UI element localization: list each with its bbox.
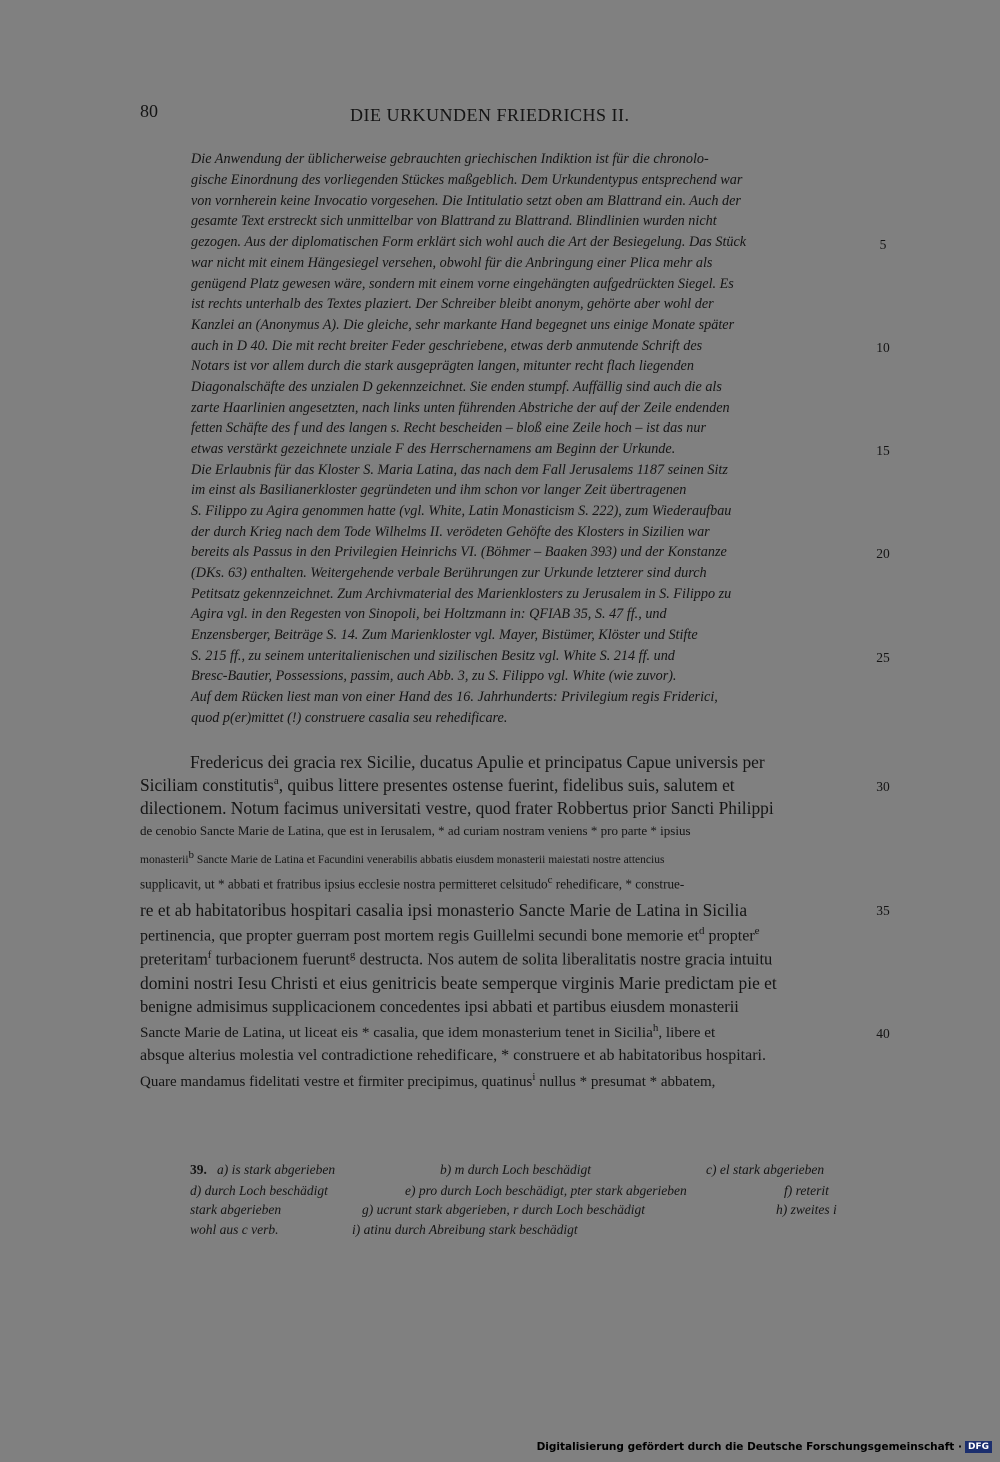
commentary-line: genügend Platz gewesen wäre, sondern mit einem vorne eingehängten aufgedrückten Siegel. Es	[191, 276, 734, 292]
commentary-line: Bresc-Bautier, Possessions, passim, auch Abb. 3, zu S. Filippo vgl. White (wie zuvor).	[191, 668, 677, 684]
footnote-e: e) pro durch Loch beschädigt, pter stark abgerieben	[405, 1183, 687, 1198]
commentary-line: der durch Krieg nach dem Tode Wilhelms II. verödeten Gehöfte des Klosters in Sizilien war	[191, 524, 710, 540]
commentary-line: S. 215 ff., zu seinem unteritalienischen und sizilischen Besitz vgl. White S. 214 ff. und	[191, 648, 675, 664]
commentary-line: Petitsatz gekennzeichnet. Zum Archivmaterial des Marienklosters zu Jerusalem in S. Filippo zu	[191, 586, 732, 602]
commentary-line: S. Filippo zu Agira genommen hatte (vgl. White, Latin Monasticism S. 222), zum Wiederaufbau	[191, 503, 732, 519]
text-line: supplicavit, ut * abbati et fratribus ipsius ecclesie nostra permitteret celsitudo$^c$ rehedificare, * construe-	[140, 874, 685, 892]
commentary-line: Agira vgl. in den Regesten von Sinopoli, bei Holtzmann in: QFIAB 35, S. 47 ff., und	[191, 606, 667, 622]
text-line: Sancte Marie de Latina, ut liceat eis * casalia, que idem monasterium tenet in Sicilia$^h$, libere et	[140, 1022, 716, 1042]
line-number: 40	[876, 1026, 890, 1041]
credit-text: Digitalisierung gefördert durch die Deutsche Forschungsgemeinschaft ·	[536, 1441, 962, 1453]
text-line: dilectionem. Notum facimus universitati vestre, quod frater Robbertus prior Sancti Philippi	[140, 798, 774, 818]
line-number: 10	[876, 340, 890, 355]
commentary-line: (DKs. 63) enthalten. Weitergehende verbale Berührungen zur Urkunde letzterer sind durch	[191, 565, 707, 581]
commentary-line: im einst als Basilianerkloster gegründeten und ihm schon vor langer Zeit übertragenen	[191, 482, 687, 498]
dfg-logo-icon: DFG	[965, 1441, 992, 1453]
commentary-line: war nicht mit einem Hängesiegel versehen, obwohl für die Anbringung einer Plica mehr als	[191, 255, 713, 271]
commentary-line: auch in D 40. Die mit recht breiter Feder geschriebene, etwas derb anmutende Schrift des	[191, 338, 703, 354]
footnote-marker: g	[349, 949, 356, 961]
footnote-d: d) durch Loch beschädigt	[190, 1183, 328, 1198]
running-head: DIE URKUNDEN FRIEDRICHS II.	[350, 105, 630, 125]
footnote-i: i) atinu durch Abreibung stark beschädigt	[352, 1222, 578, 1237]
footnote-marker: f	[207, 949, 212, 961]
commentary-line: gesamte Text erstreckt sich unmittelbar von Blattrand zu Blattrand. Blindlinien wurden nicht	[191, 213, 717, 229]
line-number: 35	[876, 903, 890, 918]
line-number: 15	[876, 443, 890, 458]
text-line: Quare mandamus fidelitati vestre et firmiter precipimus, quatinus$^i$ nullus * presumat * abbatem,	[140, 1071, 716, 1090]
commentary-line: Notars ist vor allem durch die stark ausgeprägten langen, mitunter recht flach liegenden	[191, 358, 694, 374]
commentary-line: Die Erlaubnis für das Kloster S. Maria Latina, das nach dem Fall Jerusalems 1187 seinen Sitz	[191, 462, 728, 478]
line-number: 25	[876, 650, 890, 665]
digitization-credit	[537, 1441, 992, 1453]
line-number: 30	[876, 779, 890, 794]
text-line: pertinencia, que propter guerram post mortem regis Guillelmi secundi bone memorie $et^d$ propter$^e$	[140, 925, 760, 945]
text-line: benigne admisimus supplicacionem concedentes ipsi abbati et partibus eiusdem monasterii	[140, 997, 739, 1016]
text-line: monasterii$^b$ Sancte Marie de Latina et Facundini venerabilis abbatis eiusdem monasterii maiestati nostre attencius	[140, 849, 665, 866]
footnote-g: g) ucrunt stark abgerieben, r durch Loch beschädigt	[362, 1202, 645, 1217]
line-number: 20	[876, 546, 890, 561]
footnote-f-cont: stark abgerieben	[190, 1202, 282, 1217]
text-line: de cenobio Sancte Marie de Latina, que est in Ierusalem, * ad curiam nostram veniens * pro parte * ipsius	[140, 823, 691, 838]
footnote-c: c) el stark abgerieben	[706, 1162, 825, 1177]
text-line: Siciliam constitutis$^a$, quibus littere presentes ostense fuerint, fidelibus suis, salutem et	[140, 775, 735, 795]
footnote-marker: c	[547, 874, 553, 886]
commentary-line: zarte Haarlinien angesetzten, nach links unten führenden Abstriche der auf der Zeile endenden	[191, 400, 730, 416]
commentary-line: Enzensberger, Beiträge S. 14. Zum Marienkloster vgl. Mayer, Bistümer, Klöster und Stifte	[191, 627, 698, 643]
commentary-line: gezogen. Aus der diplomatischen Form erklärt sich wohl auch die Art der Besiegelung. Das Stück	[191, 234, 747, 250]
text-line: re et ab habitatoribus hospitari casalia ipsi monasterio Sancte Marie de Latina in Sicilia	[140, 900, 748, 920]
footnote-a: a) is stark abgerieben	[217, 1162, 336, 1177]
commentary-line: bereits als Passus in den Privilegien Heinrichs VI. (Böhmer – Baaken 393) und der Konstanze	[191, 544, 727, 560]
commentary-line: quod p(er)mittet (!) construere casalia seu rehedificare.	[191, 710, 508, 726]
footnote-entry-number: 39.	[190, 1162, 207, 1177]
commentary-line: von vornherein keine Invocatio vorgesehen. Die Intitulatio setzt oben am Blattrand ein. Auch der	[191, 193, 741, 209]
footnote-f: f) reterit	[784, 1183, 829, 1198]
line-number: 5	[879, 237, 887, 252]
commentary-line: ist rechts unterhalb des Textes plaziert. Der Schreiber bleibt anonym, gehörte aber wohl der	[191, 296, 714, 312]
text-line: Fredericus dei gracia rex Sicilie, ducatus Apulie et principatus Capue universis per	[190, 752, 765, 772]
footnote-marker: e	[754, 925, 760, 937]
footnote-b: b) m durch Loch beschädigt	[440, 1162, 591, 1177]
footnote-marker: a	[273, 775, 279, 788]
commentary-line: fetten Schäfte des f und des langen s. Recht bescheiden – bloß eine Zeile hoch – ist das nur	[191, 420, 706, 436]
footnote-h: h) zweites i	[776, 1202, 837, 1217]
text-line: domini nostri Iesu Christi et eius genitricis beate semperque virginis Marie predictam pie et	[140, 973, 777, 993]
commentary-line: gische Einordnung des vorliegenden Stückes maßgeblich. Dem Urkundentypus entsprechend war	[191, 172, 743, 188]
commentary-line: Diagonalschäfte des unzialen D gekennzeichnet. Sie enden stumpf. Auffällig sind auch die als	[191, 379, 722, 395]
commentary-line: Kanzlei an (Anonymus A). Die gleiche, sehr markante Hand begegnet uns einige Monate später	[191, 317, 735, 333]
commentary-line: etwas verstärkt gezeichnete unziale F des Herrschernamens am Beginn der Urkunde.	[191, 441, 676, 457]
footnote-marker: i	[532, 1071, 536, 1083]
text-line: preteritam$^f$ turbacionem fuerunt$^g$ destructa. Nos autem de solita liberalitatis nostre gracia intuitu	[140, 949, 773, 969]
footnote-marker: h	[652, 1022, 659, 1034]
commentary-line: Auf dem Rücken liest man von einer Hand des 16. Jahrhunderts: Privilegium regis Friderici,	[191, 689, 718, 705]
footnote-h-cont: wohl aus c verb.	[190, 1222, 279, 1237]
page-number: 80	[140, 101, 158, 121]
footnote-marker: d	[698, 925, 705, 937]
text-line: absque alterius molestia vel contradictione rehedificare, * construere et ab habitatoribus hospitari.	[140, 1047, 766, 1064]
footnote-marker: b	[188, 849, 195, 861]
commentary-line: Die Anwendung der üblicherweise gebrauchten griechischen Indiktion ist für die chronolo-	[191, 151, 709, 167]
